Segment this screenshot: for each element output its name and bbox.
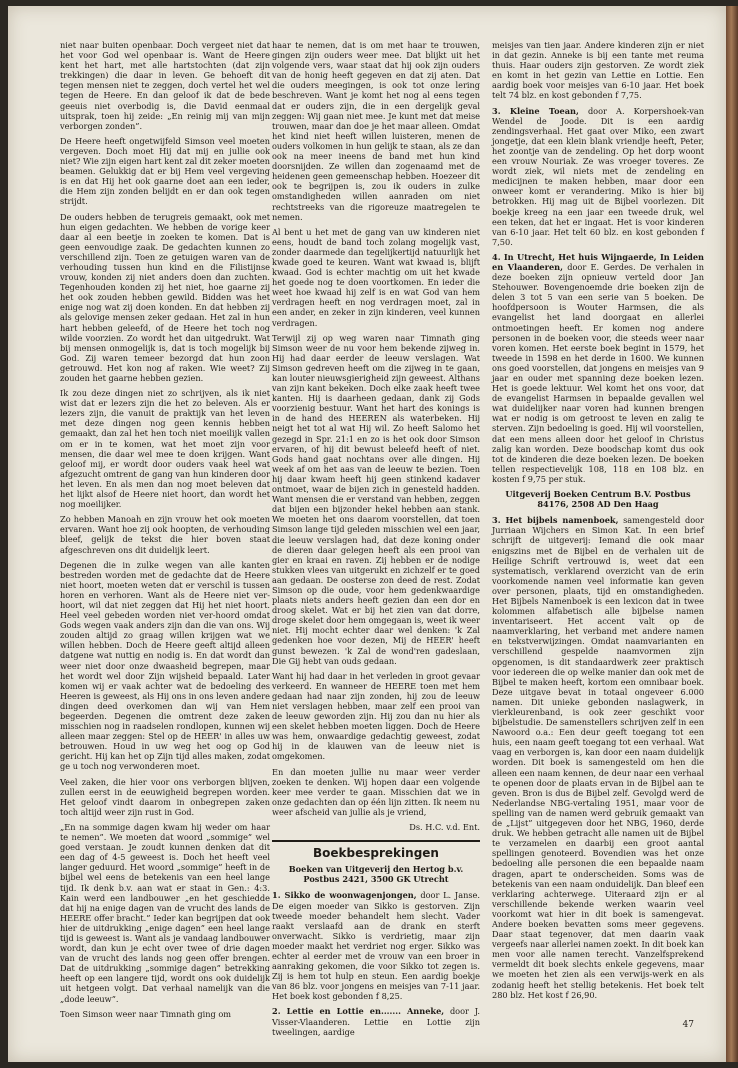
book-entry xyxy=(492,40,704,101)
publisher-heading: Uitgeverij Boeken Centrum B.V. Postbus 84176, 2508 AD Den Haag xyxy=(505,489,691,510)
book-review: door L. Janse. De eigen moeder van Sikko is gestorven. Zijn tweede moeder behandelt hem slecht. Vader raakt verslaafd aan de drank en sterft onverwacht. Sikko is verdrietig, maar zijn moeder maakt het verdriet nog erger. Sikko was echter al eerder met de vrouw van een broer in aanraking gekomen, die voor Sikko tot zegen is. Zij is hem tot hulp en steun. Een aardig boekje van 86 blz. voor jongens en meisjes van 7-11 jaar. Het boek kost gebonden f 8,25. xyxy=(272,890,480,1002)
paragraph: Veel zaken, die hier voor ons verborgen blijven, zullen eerst in de eeuwigheid begrepen worden. Het geloof vindt daarom in onbegrepen zaken toch altijd weer zijn rust in God. xyxy=(60,776,270,817)
paragraph: Want hij had daar in het verleden in groot gevaar verkeerd. En wanneer de HEERE toen met hem gedaan had naar zijn zonden, hij zou de leeuw niet verslagen hebben, maar zelf een prooi van de leeuw geworden zijn. Hij zou dan nu hier als een skelet hebben moeten liggen. Doch de Heere was hem, onwaardige gedachtig geweest, zodat hij in de klauwen van de leeuw niet is omgekomen. xyxy=(272,670,480,762)
book-review: meisjes van tien jaar. Andere kinderen zijn er niet in dat gezin. Anneke is bij een tante met reuma thuis. Haar ouders zijn gestorven. Ze wordt ziek en komt in het gezin van Lettie en Lottie. Een aardig boek voor meisjes van 6-10 jaar. Het boek telt 74 blz. en kost gebonden f 7,75. xyxy=(492,40,704,101)
book-entry xyxy=(492,252,704,484)
paragraph: „En na sommige dagen kwam hij weder om haar te nemen”. We moeten dat woord „sommige” wel goed verstaan. Je zoudt kunnen denken dat dit een dag of 4-5 geweest is. Doch het heeft veel langer geduurd. Het woord „sommige” heeft in de bijbel wel eens de betekenis van een heel lange tijd. Ik denk b.v. aan wat er staat in Gen.: 4:3. Kain werd een landbouwer „en het geschiedde dat hij na enige dagen van de vrucht des lands de HEERE offer bracht.” Ieder kan begrijpen dat ook hier de uitdrukking „enige dagen” een heel lange tijd is geweest is. Want als je vandaag landbouwer wordt, dan kun je echt over twee of drie dagen van de vrucht des lands nog geen offer brengen. Dat de uitdrukking „sommige dagen” betrekking heeft op een langere tijd, wordt ons ook duidelijk uit hetgeen volgt. Dat verhaal namelijk van die „dode leeuw”. xyxy=(60,821,270,1004)
section-divider xyxy=(272,840,480,842)
column-3 xyxy=(492,40,704,1005)
paragraph: niet naar buiten openbaar. Doch vergeet niet dat het voor God wel openbaar is. Want de Heere kent het hart, met alle hartstochten (dat zijn trekkingen) die daar in leven. Ge behoeft dit tegen mensen niet te zeggen, doch vertel het wel tegen de Heere. En dan geloof ik dat de bede geeuis niet overbodig is, die David eenmaal uitsprak, toen hij zeide: „En reinig mij van mijn verborgen zonden”. xyxy=(60,40,270,131)
book-review: samengesteld door Jurriaan Wijchers en Simon Kat. In een brief schrijft de uitgeverij: Iemand die ook maar enigszins met de Bijbel en de verhalen uit de Heilige Schrift vertrouwd is, weet dat een systematisch, verklarend overzicht van de erin voorkomende namen veel informatie kan geven over personen, plaats, tijd en omstandigheden. Het Bijbels Namenboek is een lexicon dat in twee kolommen alfabetisch alle bijbelse namen inventariseert. Het accent valt op de naamverklaring, het verband met andere namen en tekstverwijzingen. Omdat naamvarianten en verschillend gespelde naamvormen zijn opgenomen, is dit standaardwerk zeer praktisch voor iedereen die op welke manier dan ook met de Bijbel te maken heeft, kortom een omnibaar boek. Deze uitgave bevat in totaal ongeveer 6.000 namen. Dit unieke gebonden naslagwerk, in vierkleurenband, is ook zeer geschikt voor bijbelstudie. De samenstellers schrijven zelf in een Nawoord o.a.: Een deur geeft toegang tot een huis, een naam geeft toegang tot een verhaal. Wat vaag en verborgen is, kan door een naam duidelijk worden. Dit boek is samengesteld om hen die alleen een naam kennen, de deur naar een verhaal te openen door de plaats ervan in de Bijbel aan te geven. Bron is dus de Bijbel zelf. Gevolgd werd de Nederlandse NBG-vertaling 1951, maar voor de spelling van de namen werd gebruik gemaakt van de „Lijst” uitgegeven door het NBG, 1960, derde druk. We hebben getracht alle namen uit de Bijbel te verzamelen en daarbij een groot aantal spellingen genoteerd. Bovendien was het onze bedoeling alle personen die een bepaalde naam dragen, apart te onderscheiden. Soms was de betekenis van een naam onduidelijk. Dan bleef een verklaring achterwege. Uiteraard zijn er al verschillende bekende werken waarin veel voorkomt wat hier in dit boek is samengevat. Andere boeken bevatten soms meer gegevens. Daar staat tegenover, dat men daarin vaak vergeefs naar allerlei namen zoekt. In dit boek kan men voor alle namen terecht. Vanzelfsprekend vermeldt dit boek slechts enkele gegevens, maar we moeten het zien als een verwijs-werk en als zodanig heeft het stellig betekenis. Het boek telt 280 blz. Het kost f 26,90. xyxy=(492,515,705,1000)
book-title: 2. Lettie en Lottie en....... Anneke, xyxy=(272,1006,445,1017)
book-review: door E. Gerdes. De verhalen in deze boeken zijn opnieuw verteld door Jan Stehouwer. Bovengenoemde drie boeken zijn de delen 3 tot 5 van een serie van 5 boeken. De hoofdpersoon is Wouter Harmsen, die als evangelist het land doorgaat en allerlei ontmoetingen heeft. Er komen nog andere personen in de boeken voor, die steeds weer naar voren komen. Het eerste boek begint in 1579, het tweede in 1598 en het derde in 1600. We kunnen ons goed voorstellen, dat jongens en meisjes van 9 jaar en ouder met spanning deze boeken lezen. Het is goede lektuur. Wel komt het ons voor, dat de evangelist Harmsen in bepaalde gevallen wel wat duidelijker naar voren had kunnen brengen wat er nodig is om getroost te leven en zalig te sterven. Zijn bedoeling is goed. Hij wil voorstellen, dat een mens alleen door het geloof in Christus zalig kan worden. Deze boodschap komt dus ook tot de kinderen die deze boeken lezen. De boeken tellen respectievelijk 108, 118 en 108 blz. en kosten f 9,75 per stuk. xyxy=(492,261,704,484)
book-entry xyxy=(492,515,704,1000)
binding-edge xyxy=(726,6,738,1062)
paragraph: De Heere heeft ongetwijfeld Simson veel moeten vergeven. Doch moet Hij dat mij en jullie ook niet? Wie zijn eigen hart kent zal dit zeker moeten beamen. Gelukkig dat er bij Hem veel vergeving is en dat Hij het ook gaarne doet aan een ieder, die Hem zijn zonden belijdt en er dan ook tegen strijdt. xyxy=(60,135,270,207)
page-number: 47 xyxy=(682,1020,694,1030)
book-title: 3. Het bijbels namenboek, xyxy=(492,515,619,526)
paragraph: Ik zou deze dingen niet zo schrijven, als ik niet wist dat er lezers zijn die het zo beleven. Als er lezers zijn, die vanuit de praktijk van het leven met deze dingen nog geen kennis hebben gemaakt, dan zal het hen toch niet moeilijk vallen om er in te komen, wat het moet zijn voor mensen, die daar wel mee te doen krijgen. Want geloof mij, er wordt door ouders vaak heel wat afgezucht omtrent de gang van hun kinderen door het leven. En als men dan nog moet beleven dat het lijkt alsof de Heere niet hoort, dan wordt het nog moeilijker. xyxy=(60,388,270,510)
paragraph: De ouders hebben de terugreis gemaakt, ook met hun eigen gedachten. We hebben de vorige keer daar al een beetje in zoeken te komen. Dat is geen eenvoudige zaak. De gedachten kunnen zo verschillend zijn. Toen ze getuigen waren van de verhouding tussen hun kind en die Filistijnse vrouw, konden zij niet anders doen dan zuchten. Tegenhouden konden zij het niet, hoe gaarne zij het ook zouden hebben gewild. Bidden was het enige nog wat zij doen konden. En dat hebben zij als gelovige mensen zeker gedaan. Het zal in hun hart hebben geleefd, of de Heere het toch nog wilde voorzien. Zo wordt het dan uitgedrukt. Wat bij mensen onmogelijk is, dat is toch mogelijk bij God. Zij waren temeer bezorgd dat hun zoon getrouwd. Het kon nog af raken. Wie weet? Zij zouden het gaarne hebben gezien. xyxy=(60,211,270,383)
book-title: 1. Sikko de woonwagenjongen, xyxy=(272,890,417,901)
paragraph: En dan moeten jullie nu maar weer verder zoeken te denken. Wij hopen daar een volgende keer mee verder te gaan. Misschien dat we in onze gedachten dan op één lijn zitten. Ik neem nu weer afscheid van jullie als je vriend, xyxy=(272,766,480,817)
book-title: 4. In Utrecht, Het huis Wijngaerde, In Leiden en Vlaanderen, xyxy=(492,251,704,272)
paragraph: haar te nemen, dat is om met haar te trouwen, gingen zijn ouders weer mee. Dat blijkt uit het volgende vers, waar staat dat hij ook zijn ouders van de honig heeft gegeven en dat zij aten. Dat die ouders meegingen, is ook tot onze lering beschreven. Want je komt het nog al eens tegen dat er ouders zijn, die in een dergelijk geval zeggen: Wij gaan niet mee. Je kunt met dat meise trouwen, maar dan doe je het maar alleen. Omdat het kind niet heeft willen luisteren, menen de ouders volkomen in hun gelijk te staan, als ze dan ook na meer ineens de band met hun kind doorsnijden. Ze willen dan zogenaamd met de heidenen geen gemeenschap hebben. Hoezeer dit ook te begrijpen is, zou ik ouders in zulke omstandigheden willen aanraden om niet rechtstreeks van die rigoreuze maatregelen te nemen. xyxy=(272,40,480,222)
paragraph: Toen Simson weer naar Timnath ging om xyxy=(60,1008,232,1019)
paragraph: Degenen die in zulke wegen van alle kanten bestreden worden met de gedachte dat de Heere niet hoort, moeten weten dat er verschil is tussen horen en verhoren. Want als de Heere niet ver-hoort, wil dat niet zeggen dat Hij het niet hoort. Heel veel gebeden worden niet ver-hoord omdat Gods wegen vaak anders zijn dan die van ons. Wij zouden altijd zo graag willen krijgen wat we willen hebben. Doch de Heere geeft altijd alleen datgene wat nuttig en nodig is. En dat wordt dan weer niet door onze dwaasheid begrepen, maar het wordt wel door Zijn wijsheid bepaald. Later komen wij er vaak achter wat de bedoeling des Heeren is geweest, als Hij ons in ons leven andere dingen deed overkomen dan wij van Hem begeerden. Degenen die omtrent deze zaken misschien nog in raadselen rondlopen, kunnen wij alleen maar zeggen: Stel op de HEER' in alles uw betrouwen. Houd in uw weg het oog op God gericht. Hij kan het op Zijn tijd alles maken, zodat ge u toch nog verwonderen moet. xyxy=(60,559,270,772)
section-title: Boekbesprekingen xyxy=(313,846,439,861)
book-entry xyxy=(272,890,480,1001)
paragraph: Terwijl zij op weg waren naar Timnath ging Simson weer de nu voor hem bekende zijweg in. Hij had daar eerder de leeuw verslagen. Wat Simson gedreven heeft om die zijweg in te gaan, kan louter nieuwsgierigheid zijn geweest. Althans van zijn kant bekeken. Doch elke zaak heeft twee kanten. Hij is daarheen gedaan, dank zij Gods voorzienig bestuur. Want het hart des konings is in de hand des HEEREN als waterbeken. Hij neigt het tot al wat Hij wil. Zo heeft Salomo het gezegd in Spr. 21:1 en zo is het ook door Simson ervaren, of hij dit bewust beleefd heeft of niet. Gods hand gaat nochtans over alle dingen. Hij week af om het aas van de leeuw te bezien. Toen hij daar kwam heeft hij geen stinkend kadaver ontmoet, waar de bijen zich in genesteld hadden. Want mensen die er verstand van hebben, zeggen dat bijen een bijzonder hekel hebben aan stank. We moeten het ons daarom voorstellen, dat toen Simson lange tijd geleden misschien wel een jaar, die leeuw verslagen had, dat deze koning onder de dieren daar gelegen heeft als een prooi van gier en kraai en raven. Zij hebben er de nodige stukken vlees van uitgerukt en zichzelf er te goed aan gedaan. De oosterse zon deed de rest. Zodat Simson op die oude, voor hem gedenkwaardige plaats niets anders heeft gezien dan een dor en droog skelet. Wat er bij het zien van dat dorre, droge skelet door hem omgegaan is, weet ik weer niet. Hij mocht echter daar wel denken: 'k Zal gedenken hoe voor dezen, Mij de HEER' heeft gunst bewezen. 'k Zal de wond'ren gadeslaan, Die Gij hebt van ouds gedaan. xyxy=(272,332,480,666)
book-title: 3. Kleine Toean, xyxy=(492,105,579,116)
magazine-page xyxy=(8,6,726,1062)
column-2 xyxy=(272,40,480,1042)
author-signature: Ds. H.C. v.d. Ent. xyxy=(409,822,480,833)
book-entry xyxy=(492,106,704,247)
paragraph: Zo hebben Manoah en zijn vrouw het ook moeten ervaren. Want hoe zij ook hoopten, de verhouding bleef, gelijk de tekst die hier boven staat afgeschreven ons dit duidelijk leert. xyxy=(60,514,270,555)
book-review: door A. Korpershoek-van Wendel de Joode. Dit is een aardig zendingsverhaal. Het gaat over Miko, een zwart jongetje, dat een klein blank vriendje heeft, Peter, het zoontje van de zendeling. Op het dorp woont een vrouw Nouriak. Ze was vroeger toveres. Ze wordt ziek, wil niets met de zendeling en medicijnen te maken hebben, maar door een onweer komt er verandering. Miko is hier bij betrokken. Hij mag uit de Bijbel voorlezen. Dit boekje kreeg na een jaar een tweede druk, wel een teken, dat het er ingaat. Het is voor kinderen van 6-10 jaar. Het telt 60 blz. en kost gebonden f 7,50. xyxy=(492,105,704,247)
column-1 xyxy=(60,40,270,1024)
book-entry xyxy=(272,1006,480,1036)
paragraph: Al bent u het met de gang van uw kinderen niet eens, houdt de band toch zolang mogelijk vast, zonder daarmede dan tegelijkertijd natuurlijk het kwade goed te keuren. Want wat kwaad is, blijft kwaad. God is echter machtig om uit het kwade het goede nog te doen voortkomen. En ieder die weet hoe kwaad hij zelf is en wat God van hem verdragen heeft en nog verdragen moet, zal in een ander, en zeker in zijn kinderen, veel kunnen verdragen. xyxy=(272,226,480,328)
publisher-heading: Boeken van Uitgeverij den Hertog b.v. Postbus 2421, 3500 GK Utrecht xyxy=(288,864,464,885)
book-review: door J. Visser-Vlaanderen. Lettie en Lottie zijn tweelingen, aardige xyxy=(272,1006,480,1037)
